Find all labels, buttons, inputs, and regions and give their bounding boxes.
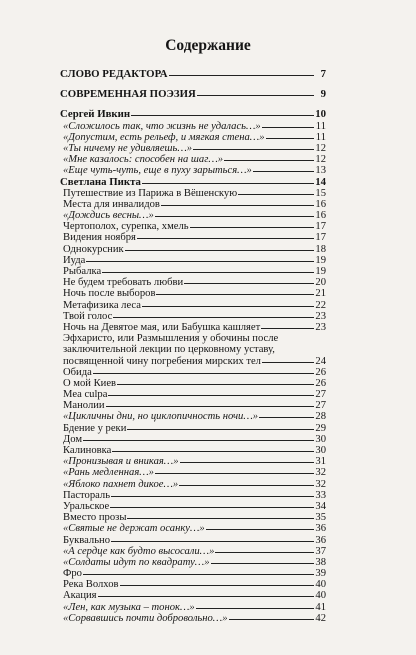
dot-leader [127, 518, 314, 519]
dot-leader [83, 574, 314, 575]
toc-item-page: 19 [315, 254, 326, 266]
toc-item-page: 19 [315, 266, 326, 277]
toc-item [60, 590, 326, 601]
toc-item-label: Не будем требовать любви [63, 277, 184, 289]
toc-item-page: 26 [315, 377, 326, 389]
toc-item-page: 11 [315, 131, 326, 143]
toc-item [60, 546, 326, 557]
toc-item-page: 38 [315, 556, 326, 568]
toc-item-line: Эфхаристо, или Размышления у обочины после [63, 333, 279, 345]
author-entry [60, 177, 326, 188]
dot-leader [180, 462, 314, 463]
toc-item-label: «Лен, как музыка – тонок…» [63, 601, 195, 613]
dot-leader [224, 160, 314, 161]
toc-item-page: 41 [315, 601, 326, 613]
toc-item [60, 277, 326, 288]
toc-item [60, 568, 326, 579]
toc-item [60, 512, 326, 523]
toc-item [60, 255, 326, 266]
toc-item [60, 266, 326, 277]
dot-leader [259, 417, 314, 418]
toc-item-page: 33 [315, 489, 326, 501]
toc-item [60, 411, 326, 422]
toc-item-label: Пастораль [63, 489, 111, 501]
toc-item [60, 300, 326, 311]
toc-item [60, 121, 326, 132]
dot-leader [113, 317, 314, 318]
dot-leader [261, 328, 314, 329]
toc-item-label: Акация [63, 590, 97, 602]
toc-item-page: 20 [315, 277, 326, 289]
toc-item [60, 613, 326, 624]
toc-item-page: 17 [315, 232, 326, 244]
toc-item [60, 467, 326, 478]
toc-item-label: Видения ноября [63, 232, 136, 244]
section-entry [60, 89, 326, 100]
dot-leader [253, 171, 314, 172]
toc-item-label: Места для инвалидов [63, 198, 160, 210]
toc-item-page: 23 [315, 321, 326, 333]
toc-item-label: Калиновка [63, 445, 112, 457]
toc-item [60, 400, 326, 411]
table-of-contents [60, 69, 326, 624]
page-title: Содержание [165, 37, 251, 54]
toc-item-page: 15 [315, 187, 326, 199]
section-entry [60, 69, 326, 80]
section-entry-label: СОВРЕМЕННАЯ ПОЭЗИЯ [60, 88, 196, 101]
toc-item-page: 27 [315, 400, 326, 412]
toc-item-label: «Еще чуть-чуть, еще в пуху зарыться…» [63, 165, 252, 177]
toc-item-label: «Мне казалось: способен на шаг…» [63, 154, 224, 166]
toc-item [60, 232, 326, 243]
dot-leader [238, 194, 314, 195]
toc-item [60, 199, 326, 210]
toc-item [60, 434, 326, 445]
dot-leader [112, 451, 314, 452]
toc-item [60, 221, 326, 232]
toc-item-page: 30 [315, 433, 326, 445]
toc-item-page: 21 [315, 288, 326, 300]
toc-item-line [63, 356, 326, 367]
toc-item-label: Фро [63, 568, 82, 580]
toc-item-label: Mea culpa [63, 389, 108, 401]
toc-item-label: «Святые не держат осанку…» [63, 523, 205, 535]
author-entry-page: 14 [315, 175, 326, 188]
toc-item [60, 367, 326, 378]
dot-leader [111, 496, 314, 497]
toc-item [60, 322, 326, 333]
toc-item [60, 501, 326, 512]
toc-item-page: 42 [315, 612, 326, 624]
dot-leader [98, 596, 314, 597]
dot-leader [110, 507, 314, 508]
toc-item-label: Путешествие из Парижа в Вёшенскую [63, 187, 238, 199]
author-entry-page: 10 [315, 108, 326, 121]
dot-leader [102, 272, 314, 273]
toc-item-page: 32 [315, 467, 326, 479]
dot-leader [142, 306, 314, 307]
toc-item-label: Метафизика леса [63, 299, 141, 311]
toc-item-label: Бдение у реки [63, 422, 127, 434]
toc-item-page: 27 [315, 389, 326, 401]
toc-item-page: 22 [315, 299, 326, 311]
toc-item-page: 16 [315, 210, 326, 222]
toc-item-page: 34 [315, 500, 326, 512]
author-entry [60, 109, 326, 120]
toc-item [60, 557, 326, 568]
dot-leader [197, 95, 314, 96]
dot-leader [127, 429, 314, 430]
toc-item [60, 523, 326, 534]
toc-item-page: 40 [315, 579, 326, 591]
toc-item-multiline [60, 333, 326, 367]
toc-item-label: Буквально [63, 534, 111, 546]
dot-leader [179, 485, 314, 486]
toc-item [60, 423, 326, 434]
dot-leader [190, 227, 314, 228]
toc-item-page: 29 [315, 422, 326, 434]
toc-item-label: «Солдаты идут по квадрату…» [63, 556, 210, 568]
toc-item [60, 490, 326, 501]
dot-leader [156, 294, 314, 295]
toc-item-label: Манолии [63, 400, 105, 412]
toc-item-label: Обида [63, 366, 92, 378]
dot-leader [155, 216, 314, 217]
toc-item [60, 479, 326, 490]
toc-item-page: 31 [315, 456, 326, 468]
toc-item [60, 535, 326, 546]
dot-leader [169, 75, 314, 76]
toc-item-label: «Ты ничему не удивляешь…» [63, 142, 193, 154]
toc-item-page: 36 [315, 534, 326, 546]
toc-item-label: Ночь на Девятое мая, или Бабушка кашляет [63, 321, 261, 333]
toc-item [60, 154, 326, 165]
toc-item-line: заключительной лекции по церковному уставу, [63, 344, 275, 356]
dot-leader [262, 362, 314, 363]
toc-item-page: 12 [315, 154, 326, 166]
toc-item-label: Ночь после выборов [63, 288, 156, 300]
dot-leader [117, 384, 314, 385]
dot-leader [155, 473, 314, 474]
toc-item-label: «Допустим, есть рельеф, и мягкая стена…» [63, 131, 265, 143]
dot-leader [229, 619, 314, 620]
toc-item [60, 143, 326, 154]
dot-leader [266, 138, 314, 139]
dot-leader [161, 205, 314, 206]
toc-item [60, 456, 326, 467]
toc-item-label: Уральское [63, 500, 110, 512]
toc-item-label: «Пронизывая и вникая…» [63, 456, 179, 468]
toc-item-label: Дом [63, 433, 83, 445]
toc-item-label: «Рань медленная…» [63, 467, 154, 479]
dot-leader [111, 541, 314, 542]
toc-item [60, 389, 326, 400]
toc-item [60, 445, 326, 456]
toc-item-label: Вместо прозы [63, 512, 127, 524]
dot-leader [125, 250, 314, 251]
toc-item-label: «Цикличны дни, но циклопичность ночи…» [63, 411, 259, 423]
toc-item-label: О мой Киев [63, 377, 117, 389]
toc-item-page: 24 [315, 355, 326, 367]
toc-item [60, 188, 326, 199]
section-entry-page: 9 [320, 88, 326, 101]
toc-item [60, 132, 326, 143]
dot-leader [196, 608, 314, 609]
toc-item-label: «Дождись весны…» [63, 210, 154, 222]
toc-item-label: Иуда [63, 254, 86, 266]
toc-item-page: 16 [315, 198, 326, 210]
toc-item-page: 11 [315, 120, 326, 132]
dot-leader [137, 238, 314, 239]
dot-leader [131, 115, 314, 116]
toc-item-label: «А сердце как будто высосали…» [63, 545, 215, 557]
toc-item-label: «Яблоко пахнет дикое…» [63, 478, 179, 490]
section-entry-label: СЛОВО РЕДАКТОРА [60, 68, 168, 80]
author-entry-label: Светлана Пикта [60, 175, 141, 188]
toc-item-label: Чертополох, сурепка, хмель [63, 221, 189, 233]
toc-item [60, 244, 326, 255]
toc-item-page: 39 [315, 568, 326, 580]
dot-leader [206, 529, 314, 530]
toc-item [60, 378, 326, 389]
toc-item-page: 13 [315, 165, 326, 177]
dot-leader [215, 552, 314, 553]
toc-item [60, 579, 326, 590]
toc-item-page: 36 [315, 523, 326, 535]
author-entry-label: Сергей Ивкин [60, 108, 131, 121]
dot-leader [120, 585, 315, 586]
dot-leader [93, 373, 314, 374]
dot-leader [184, 283, 314, 284]
toc-item-page: 23 [315, 310, 326, 322]
toc-item-page: 40 [315, 590, 326, 602]
toc-item-label: посвященной чину погребения мирских тел [63, 355, 261, 367]
dot-leader [262, 127, 314, 128]
toc-item [60, 602, 326, 613]
toc-item-label: Однокурсник [63, 243, 124, 255]
toc-item-label: «Сорвавшись почти добровольно…» [63, 612, 228, 624]
toc-item-page: 35 [315, 512, 326, 524]
toc-item-label: «Сложилось так, что жизнь не удалась…» [63, 120, 261, 132]
dot-leader [106, 406, 314, 407]
toc-item-page: 18 [315, 243, 326, 255]
dot-leader [193, 149, 314, 150]
toc-item-page: 28 [315, 411, 326, 423]
toc-item [60, 210, 326, 221]
toc-item-page: 26 [315, 366, 326, 378]
toc-item-label: Рыбалка [63, 266, 102, 277]
toc-item-page: 17 [315, 221, 326, 233]
toc-item-page: 12 [315, 142, 326, 154]
toc-item-page: 30 [315, 445, 326, 457]
dot-leader [211, 563, 314, 564]
toc-item-page: 32 [315, 478, 326, 490]
dot-leader [83, 440, 314, 441]
dot-leader [142, 183, 314, 184]
toc-item-label: Река Волхов [63, 579, 119, 591]
toc-item [60, 288, 326, 299]
toc-item-label: Твой голос [63, 310, 113, 322]
toc-item [60, 311, 326, 322]
toc-item [60, 165, 326, 176]
section-entry-page: 7 [320, 68, 326, 80]
dot-leader [108, 395, 314, 396]
dot-leader [86, 261, 314, 262]
toc-item-page: 37 [315, 545, 326, 557]
